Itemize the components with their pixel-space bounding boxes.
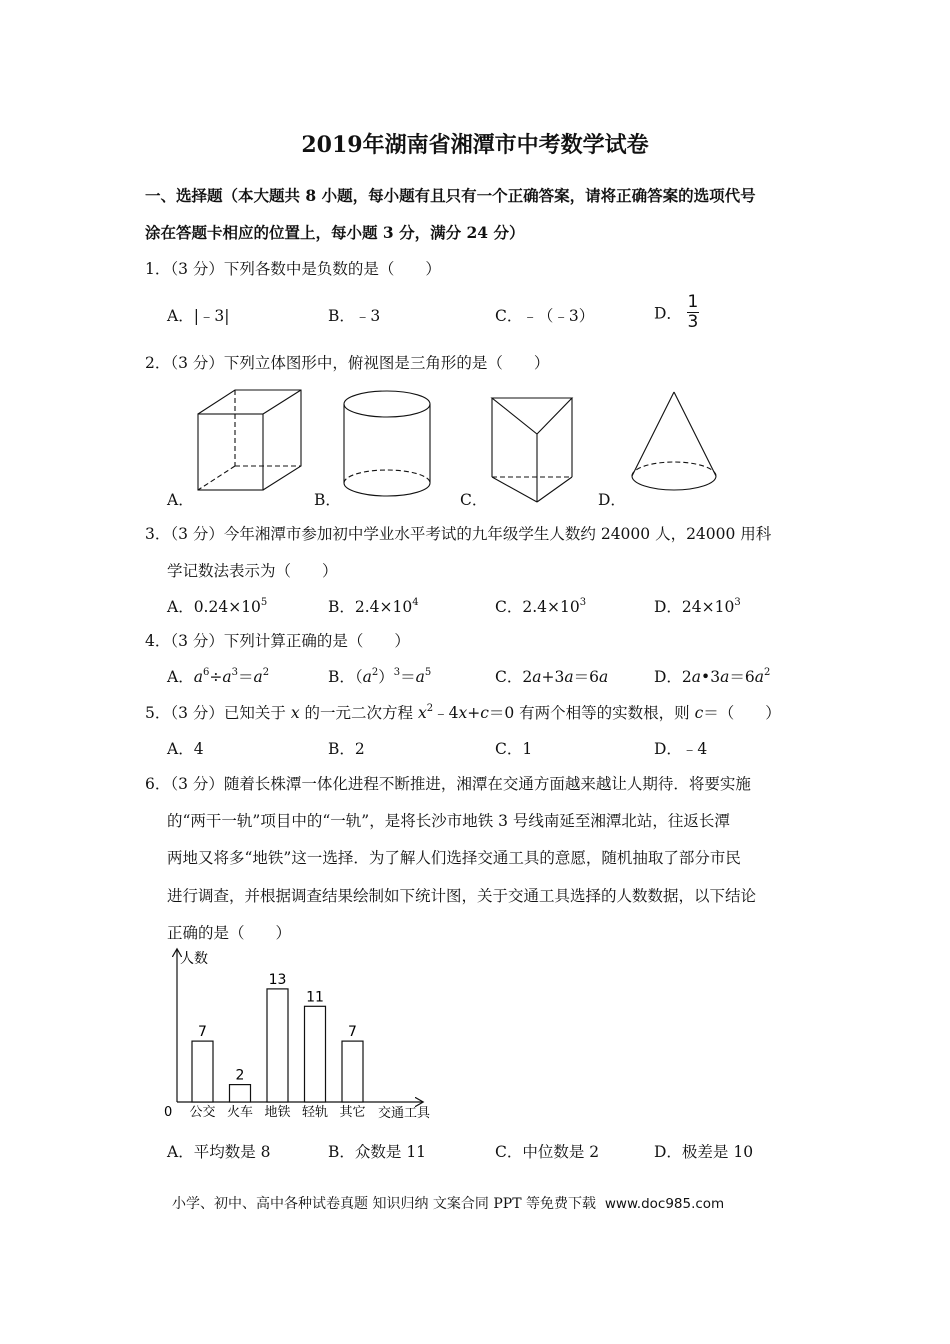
q4-c-var-1: a	[532, 668, 542, 686]
q4-b-text-2: ）	[378, 668, 394, 686]
q3-option-b-exponent: 4	[412, 597, 419, 608]
footer	[172, 1193, 724, 1213]
q2-option-c: C．	[460, 491, 488, 509]
q3-option-d-exponent: 3	[734, 597, 741, 608]
q6-option-b: B．众数是 11	[328, 1143, 427, 1161]
q5-var-3: x	[458, 704, 468, 722]
q4-a-exp-2: 3	[231, 667, 238, 678]
category-label: 其它	[339, 1105, 366, 1120]
bar-value-label: 13	[268, 971, 287, 988]
question-6-line-4: 进行调查，并根据调查结果绘制如下统计图，关于交通工具选择的人数数据，以下结论	[167, 887, 757, 905]
q4-b-var-1: a	[362, 668, 372, 686]
q4-a-var-2: a	[222, 668, 232, 686]
fraction-denominator: 3	[687, 312, 699, 332]
category-label: 火车	[226, 1105, 254, 1120]
bar-2	[230, 1085, 251, 1102]
q5-var-2: x	[417, 704, 427, 722]
cone-icon	[628, 388, 722, 494]
q4-d-text-1: D．2	[654, 668, 692, 686]
q4-b-exp-1: 2	[371, 667, 379, 678]
q4-a-exp-3: 2	[262, 667, 270, 678]
question-6-line-2: 的“两干一轨”项目中的“一轨”，是将长沙市地铁 3 号线南延至湘潭北站，往返长潭	[167, 812, 730, 830]
x-axis-label: 交通工具	[378, 1106, 431, 1121]
triangular-prism-icon	[488, 394, 578, 504]
q4-d-exp-3: 2	[763, 667, 771, 678]
fraction-numerator: 1	[687, 292, 699, 312]
q4-a-var-3: a	[253, 668, 263, 686]
transport-bar-chart	[160, 944, 450, 1124]
q5-exp-2: 2	[426, 703, 434, 714]
q5-var-1: x	[290, 704, 300, 722]
q5-text-2: 的一元二次方程	[299, 704, 418, 722]
cylinder-icon	[340, 388, 440, 504]
q4-a-text-1: A．	[167, 668, 194, 686]
q4-c-var-2: a	[564, 668, 574, 686]
q2-option-a: A．	[167, 491, 194, 509]
q4-c-text-2: +3	[541, 668, 565, 686]
fraction	[687, 294, 699, 331]
q5-var-5: c	[694, 704, 704, 722]
q6-option-d: D．极差是 10	[654, 1143, 754, 1161]
q1-option-a: A．|﹣3|	[167, 307, 230, 325]
q4-a-text-2: ÷	[209, 668, 223, 686]
q4-b-text-3: ＝	[400, 668, 416, 686]
q4-a-text-3: ＝	[237, 668, 254, 686]
q4-d-var-3: a	[754, 668, 764, 686]
section-heading-line-2: 涂在答题卡相应的位置上，每小题 3 分，满分 24 分）	[145, 223, 525, 242]
q4-option-b	[328, 665, 431, 687]
question-3-line-2: 学记数法表示为（ ）	[167, 562, 338, 580]
q4-d-text-2: •3	[701, 668, 721, 686]
footer-text: 小学、初中、高中各种试卷真题 知识归纳 文案合同 PPT 等免费下载	[172, 1196, 596, 1212]
q6-option-a: A．平均数是 8	[167, 1143, 271, 1161]
q4-a-exp-1: 6	[202, 667, 210, 678]
q5-option-c: C．1	[495, 740, 533, 758]
bar-value-label: 11	[306, 989, 324, 1006]
q1-option-d	[654, 294, 699, 331]
q3-option-c	[495, 595, 586, 617]
q4-b-var-3: a	[415, 668, 425, 686]
question-4-stem: 4．（3 分）下列计算正确的是（ ）	[145, 632, 410, 650]
question-2-stem: 2．（3 分）下列立体图形中，俯视图是三角形的是（ ）	[145, 354, 550, 372]
cube-icon	[190, 386, 306, 500]
q5-text-1: 5．（3 分）已知关于	[145, 704, 291, 722]
q4-d-text-3: ＝6	[729, 668, 755, 686]
q4-c-var-3: a	[598, 668, 609, 686]
q4-c-text-3: ＝6	[573, 668, 599, 686]
q5-var-4: c	[480, 704, 489, 722]
q5-text-3: ﹣4	[433, 704, 459, 722]
q4-b-text-1: B．（	[328, 668, 363, 686]
category-label: 轻轨	[301, 1105, 329, 1120]
bar-4	[305, 1006, 326, 1102]
bar-3	[267, 989, 288, 1102]
question-3-line-1: 3．（3 分）今年湘潭市参加初中学业水平考试的九年级学生人数约 24000 人，24000 用科	[145, 525, 772, 543]
question-6-line-1: 6．（3 分）随着长株潭一体化进程不断推进，湘潭在交通方面越来越让人期待．将要实施	[145, 775, 751, 793]
q3-option-a	[167, 595, 267, 617]
bar-5	[342, 1041, 363, 1102]
footer-url: www.doc985.com	[604, 1196, 725, 1212]
bar-value-label: 2	[235, 1067, 245, 1084]
bar-1	[192, 1041, 213, 1102]
q4-c-text-1: C．2	[495, 668, 533, 686]
question-6-line-3: 两地又将多“地铁”这一选择．为了解人们选择交通工具的意愿，随机抽取了部分市民	[167, 849, 741, 867]
y-axis-label: 人数	[180, 951, 208, 967]
q1-option-b: B．﹣3	[328, 307, 381, 325]
q3-option-a-base: A．0.24×10	[167, 598, 261, 616]
q4-option-d	[654, 665, 770, 687]
q4-a-var-1: a	[193, 668, 203, 686]
q5-option-d: D．﹣4	[654, 740, 708, 758]
bar-value-label: 7	[198, 1024, 207, 1041]
q4-d-var-2: a	[720, 668, 730, 686]
q4-b-exp-2: 3	[393, 667, 401, 678]
q1-option-d-label: D．	[654, 304, 682, 323]
origin-label: 0	[164, 1105, 173, 1120]
q5-text-6: ＝（ ）	[703, 704, 781, 722]
q3-option-d-base: D．24×10	[654, 598, 735, 616]
q3-option-b-base: B．2.4×10	[328, 598, 413, 616]
q4-d-var-1: a	[691, 668, 702, 686]
q3-option-a-exponent: 5	[260, 597, 268, 608]
question-1-stem: 1．（3 分）下列各数中是负数的是（ ）	[145, 260, 441, 278]
bar-value-label: 7	[348, 1024, 357, 1041]
page-title: 2019年湖南省湘潭市中考数学试卷	[301, 132, 649, 158]
q3-option-c-base: C．2.4×10	[495, 598, 580, 616]
q3-option-c-exponent: 3	[579, 597, 587, 608]
q1-option-c: C．﹣（﹣3）	[495, 307, 595, 325]
q6-option-c: C．中位数是 2	[495, 1143, 600, 1161]
q3-option-d	[654, 595, 741, 617]
question-5-stem	[145, 701, 781, 723]
section-heading-line-1: 一、选择题（本大题共 8 小题，每小题有且只有一个正确答案，请将正确答案的选项代号	[145, 186, 756, 205]
q5-text-5: ＝0 有两个相等的实数根，则	[488, 704, 695, 722]
q5-text-4: +	[467, 704, 481, 722]
q5-option-b: B．2	[328, 740, 365, 758]
q4-option-c	[495, 665, 608, 687]
q3-option-b	[328, 595, 419, 617]
q2-option-d: D．	[598, 491, 626, 509]
q4-b-exp-3: 5	[424, 667, 432, 678]
q5-option-a: A．4	[167, 740, 204, 758]
category-label: 公交	[189, 1105, 216, 1120]
question-6-line-5: 正确的是（ ）	[167, 924, 292, 942]
q2-option-b: B．	[314, 491, 341, 509]
category-label: 地铁	[264, 1105, 291, 1120]
q4-option-a	[167, 665, 269, 687]
